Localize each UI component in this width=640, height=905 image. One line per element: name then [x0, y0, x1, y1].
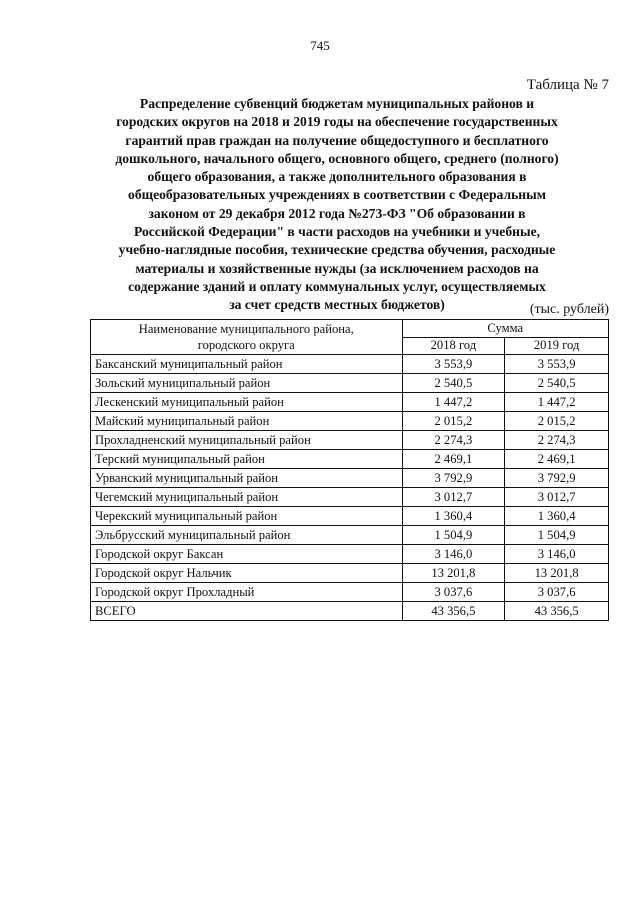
- value-2018: 13 201,8: [402, 564, 505, 583]
- district-name: Баксанский муниципальный район: [91, 355, 403, 374]
- title-line: Распределение субвенций бюджетам муниципальных районов и: [139, 96, 535, 111]
- total-label: ВСЕГО: [91, 602, 403, 621]
- district-name: Эльбрусский муниципальный район: [91, 526, 403, 545]
- district-name: Чегемский муниципальный район: [91, 488, 403, 507]
- table-row: [91, 412, 609, 431]
- value-2019: 3 037,6: [505, 583, 609, 602]
- value-2018: 1 360,4: [402, 507, 505, 526]
- title-line: Российской Федерации" в части расходов на учебники и учебные,: [133, 224, 540, 240]
- table-row: [91, 469, 609, 488]
- title-line: общеобразовательных учреждениях в соответствии с Федеральным: [128, 187, 546, 203]
- value-2019: 2 469,1: [505, 450, 609, 469]
- value-2019: 2 540,5: [505, 374, 609, 393]
- title-line: городских округов на 2018 и 2019 годы на обеспечение государственных: [116, 114, 558, 130]
- header-name-cell: [91, 320, 403, 355]
- title-line: дошкольного, начального общего, основного общего, среднего (полного): [115, 150, 559, 166]
- header-sum-cell: Сумма: [402, 320, 608, 338]
- table-number: Таблица № 7: [526, 77, 609, 93]
- title-line: гарантий прав граждан на получение общедоступного и бесплатного: [125, 132, 549, 148]
- table-row: [91, 564, 609, 583]
- district-name: Городской округ Прохладный: [91, 583, 403, 602]
- table-row: [91, 374, 609, 393]
- value-2018: 3 037,6: [402, 583, 505, 602]
- district-name: Черекский муниципальный район: [91, 507, 403, 526]
- value-2018: 3 146,0: [402, 545, 505, 564]
- value-2019: 3 792,9: [505, 469, 609, 488]
- value-2018: 2 274,3: [402, 431, 505, 450]
- table-row: [91, 355, 609, 374]
- table-row: [91, 507, 609, 526]
- title-line: общего образования, а также дополнительного образования в: [147, 169, 527, 185]
- value-2019: 13 201,8: [505, 564, 609, 583]
- value-2018: 1 447,2: [402, 393, 505, 412]
- title-line: законом от 29 декабря 2012 года №273-ФЗ "Об образовании в: [148, 205, 526, 221]
- district-name: Городской округ Нальчик: [91, 564, 403, 583]
- table-row: [91, 488, 609, 507]
- district-name: Майский муниципальный район: [91, 412, 403, 431]
- district-name: Терский муниципальный район: [91, 450, 403, 469]
- table-row: [91, 583, 609, 602]
- district-name: Городской округ Баксан: [91, 545, 403, 564]
- header-year-2019: 2019 год: [505, 337, 609, 355]
- title-line: материалы и хозяйственные нужды (за исключением расходов на: [135, 260, 539, 276]
- total-row: [91, 602, 609, 621]
- table-row: [91, 526, 609, 545]
- value-2019: 3 012,7: [505, 488, 609, 507]
- page-number: 745: [310, 38, 330, 53]
- district-name: Лескенский муниципальный район: [91, 393, 403, 412]
- table-row: [91, 393, 609, 412]
- header-year-2018: 2018 год: [402, 337, 505, 355]
- value-2019: 3 146,0: [505, 545, 609, 564]
- title-line: содержание зданий и оплату коммунальных услуг, осуществляемых: [128, 278, 546, 294]
- header-name-line1: Наименование муниципального района,: [138, 322, 354, 336]
- table-row: [91, 431, 609, 450]
- value-2018: 3 792,9: [402, 469, 505, 488]
- title-line: учебно-наглядные пособия, технические средства обучения, расходные: [118, 242, 556, 258]
- value-2019: 1 504,9: [505, 526, 609, 545]
- header-name-line2: городского округа: [197, 338, 295, 352]
- subvention-table: [90, 319, 609, 621]
- value-2019: 2 015,2: [505, 412, 609, 431]
- district-name: Прохладненский муниципальный район: [91, 431, 403, 450]
- value-2019: 1 447,2: [505, 393, 609, 412]
- value-2019: 3 553,9: [505, 355, 609, 374]
- value-2019: 2 274,3: [505, 431, 609, 450]
- value-2018: 2 469,1: [402, 450, 505, 469]
- value-2018: 2 015,2: [402, 412, 505, 431]
- value-2018: 1 504,9: [402, 526, 505, 545]
- total-2019: 43 356,5: [505, 602, 609, 621]
- table-row: [91, 450, 609, 469]
- table-header-row: [91, 320, 609, 338]
- units-label: (тыс. рублей): [529, 302, 609, 317]
- value-2018: 3 012,7: [402, 488, 505, 507]
- value-2019: 1 360,4: [505, 507, 609, 526]
- total-2018: 43 356,5: [402, 602, 505, 621]
- table-row: [91, 545, 609, 564]
- district-name: Зольский муниципальный район: [91, 374, 403, 393]
- document-title: [92, 95, 582, 315]
- value-2018: 3 553,9: [402, 355, 505, 374]
- district-name: Урванский муниципальный район: [91, 469, 403, 488]
- value-2018: 2 540,5: [402, 374, 505, 393]
- title-line: за счет средств местных бюджетов): [229, 297, 445, 313]
